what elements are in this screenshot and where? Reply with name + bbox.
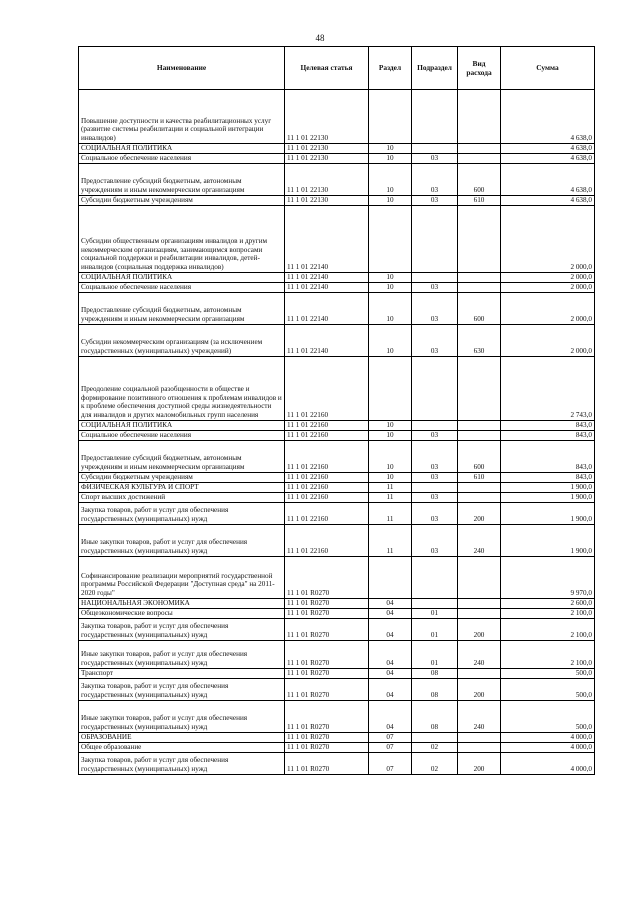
cell-target: 11 1 01 22160 xyxy=(285,483,369,493)
cell-expense-type: 600 xyxy=(458,164,501,196)
cell-sum: 2 000,0 xyxy=(501,206,595,273)
table-row xyxy=(79,493,595,503)
table-row xyxy=(79,599,595,609)
cell-target: 11 1 01 22140 xyxy=(285,325,369,357)
table-row xyxy=(79,325,595,357)
table-row xyxy=(79,206,595,273)
cell-subsection xyxy=(412,599,458,609)
cell-name: Иные закупки товаров, работ и услуг для обеспечения государственных (муниципальных) нужд xyxy=(79,641,285,669)
page-number: 48 xyxy=(315,33,325,43)
cell-target: 11 1 01 22130 xyxy=(285,144,369,154)
cell-name: Транспорт xyxy=(79,669,285,679)
cell-subsection xyxy=(412,483,458,493)
cell-section: 10 xyxy=(369,144,412,154)
cell-expense-type: 240 xyxy=(458,641,501,669)
cell-section: 10 xyxy=(369,325,412,357)
cell-sum: 4 000,0 xyxy=(501,743,595,753)
cell-section: 11 xyxy=(369,483,412,493)
cell-expense-type xyxy=(458,733,501,743)
cell-sum: 4 638,0 xyxy=(501,90,595,144)
table-row xyxy=(79,357,595,421)
cell-subsection: 02 xyxy=(412,753,458,775)
cell-expense-type xyxy=(458,421,501,431)
cell-expense-type: 200 xyxy=(458,619,501,641)
cell-target: 11 1 01 22160 xyxy=(285,473,369,483)
cell-target: 11 1 01 R0270 xyxy=(285,679,369,701)
header-expense-type: Вид расхода xyxy=(458,47,501,90)
cell-target: 11 1 01 22160 xyxy=(285,493,369,503)
cell-sum: 4 000,0 xyxy=(501,753,595,775)
cell-target: 11 1 01 R0270 xyxy=(285,609,369,619)
cell-name: Предоставление субсидий бюджетным, автономным учреждениям и иным некоммерческим организациям xyxy=(79,441,285,473)
cell-section: 11 xyxy=(369,503,412,525)
cell-sum: 2 600,0 xyxy=(501,599,595,609)
cell-expense-type xyxy=(458,90,501,144)
cell-name: Общеэкономические вопросы xyxy=(79,609,285,619)
cell-sum: 500,0 xyxy=(501,679,595,701)
table-row xyxy=(79,743,595,753)
cell-target: 11 1 01 22160 xyxy=(285,503,369,525)
cell-target: 11 1 01 22140 xyxy=(285,273,369,283)
cell-section: 10 xyxy=(369,441,412,473)
table-row xyxy=(79,421,595,431)
cell-subsection: 03 xyxy=(412,196,458,206)
cell-sum: 1 900,0 xyxy=(501,525,595,557)
cell-subsection: 03 xyxy=(412,503,458,525)
cell-target: 11 1 01 R0270 xyxy=(285,557,369,599)
cell-section xyxy=(369,557,412,599)
table-row xyxy=(79,483,595,493)
cell-expense-type xyxy=(458,609,501,619)
cell-expense-type xyxy=(458,357,501,421)
table-row xyxy=(79,154,595,164)
table-row xyxy=(79,90,595,144)
table-row xyxy=(79,733,595,743)
cell-name: ФИЗИЧЕСКАЯ КУЛЬТУРА И СПОРТ xyxy=(79,483,285,493)
cell-expense-type xyxy=(458,599,501,609)
cell-sum: 843,0 xyxy=(501,473,595,483)
cell-section: 04 xyxy=(369,669,412,679)
header-target: Целевая статья xyxy=(285,47,369,90)
cell-expense-type: 240 xyxy=(458,525,501,557)
cell-section: 10 xyxy=(369,431,412,441)
cell-section: 10 xyxy=(369,421,412,431)
cell-section: 04 xyxy=(369,619,412,641)
cell-section: 04 xyxy=(369,609,412,619)
cell-sum: 2 100,0 xyxy=(501,641,595,669)
cell-name: Иные закупки товаров, работ и услуг для обеспечения государственных (муниципальных) нужд xyxy=(79,701,285,733)
cell-expense-type xyxy=(458,483,501,493)
table-row xyxy=(79,503,595,525)
cell-sum: 1 900,0 xyxy=(501,503,595,525)
header-name: Наименование xyxy=(79,47,285,90)
cell-subsection: 03 xyxy=(412,154,458,164)
cell-sum: 4 638,0 xyxy=(501,164,595,196)
cell-target: 11 1 01 22130 xyxy=(285,154,369,164)
cell-subsection: 01 xyxy=(412,619,458,641)
cell-subsection: 03 xyxy=(412,525,458,557)
cell-target: 11 1 01 22160 xyxy=(285,421,369,431)
cell-name: Социальное обеспечение населения xyxy=(79,283,285,293)
table-row xyxy=(79,669,595,679)
cell-name: Закупка товаров, работ и услуг для обеспечения государственных (муниципальных) нужд xyxy=(79,753,285,775)
cell-name: Повышение доступности и качества реабилитационных услуг (развитие системы реабилитации и социальной интеграции инвалидов) xyxy=(79,90,285,144)
cell-name: Закупка товаров, работ и услуг для обеспечения государственных (муниципальных) нужд xyxy=(79,503,285,525)
cell-expense-type: 200 xyxy=(458,753,501,775)
cell-expense-type xyxy=(458,743,501,753)
cell-subsection: 08 xyxy=(412,679,458,701)
table-row xyxy=(79,164,595,196)
cell-name: Предоставление субсидий бюджетным, автономным учреждениям и иным некоммерческим организациям xyxy=(79,293,285,325)
cell-target: 11 1 01 22160 xyxy=(285,357,369,421)
cell-sum: 2 000,0 xyxy=(501,325,595,357)
cell-section: 07 xyxy=(369,733,412,743)
cell-section xyxy=(369,357,412,421)
cell-subsection: 08 xyxy=(412,701,458,733)
table-row xyxy=(79,273,595,283)
cell-sum: 2 100,0 xyxy=(501,619,595,641)
cell-expense-type xyxy=(458,206,501,273)
cell-sum: 1 900,0 xyxy=(501,493,595,503)
cell-name: Софинансирование реализации мероприятий государственной программы Российской Федерации "Доступная среда" на 2011-2020 годы" xyxy=(79,557,285,599)
cell-expense-type xyxy=(458,144,501,154)
cell-target: 11 1 01 22160 xyxy=(285,441,369,473)
cell-target: 11 1 01 22130 xyxy=(285,164,369,196)
cell-name: Предоставление субсидий бюджетным, автономным учреждениям и иным некоммерческим организациям xyxy=(79,164,285,196)
cell-expense-type xyxy=(458,431,501,441)
table-row xyxy=(79,431,595,441)
cell-target: 11 1 01 R0270 xyxy=(285,743,369,753)
cell-subsection xyxy=(412,421,458,431)
cell-name: СОЦИАЛЬНАЯ ПОЛИТИКА xyxy=(79,421,285,431)
cell-expense-type xyxy=(458,557,501,599)
cell-name: НАЦИОНАЛЬНАЯ ЭКОНОМИКА xyxy=(79,599,285,609)
cell-name: Закупка товаров, работ и услуг для обеспечения государственных (муниципальных) нужд xyxy=(79,679,285,701)
cell-sum: 843,0 xyxy=(501,441,595,473)
cell-name: Социальное обеспечение населения xyxy=(79,431,285,441)
cell-expense-type xyxy=(458,273,501,283)
cell-section: 11 xyxy=(369,525,412,557)
cell-target: 11 1 01 22140 xyxy=(285,293,369,325)
cell-target: 11 1 01 22140 xyxy=(285,283,369,293)
cell-name: Иные закупки товаров, работ и услуг для обеспечения государственных (муниципальных) нужд xyxy=(79,525,285,557)
cell-target: 11 1 01 R0270 xyxy=(285,599,369,609)
cell-section xyxy=(369,90,412,144)
header-section: Раздел xyxy=(369,47,412,90)
cell-section: 10 xyxy=(369,273,412,283)
cell-section: 10 xyxy=(369,196,412,206)
cell-target: 11 1 01 R0270 xyxy=(285,669,369,679)
cell-section: 04 xyxy=(369,641,412,669)
cell-subsection xyxy=(412,90,458,144)
cell-target: 11 1 01 22160 xyxy=(285,525,369,557)
cell-name: Субсидии некоммерческим организациям (за исключением государственных (муниципальных) учреждений) xyxy=(79,325,285,357)
cell-section: 10 xyxy=(369,154,412,164)
cell-expense-type: 240 xyxy=(458,701,501,733)
cell-sum: 500,0 xyxy=(501,669,595,679)
cell-subsection: 03 xyxy=(412,325,458,357)
cell-subsection: 08 xyxy=(412,669,458,679)
cell-target: 11 1 01 22140 xyxy=(285,206,369,273)
header-sum: Сумма xyxy=(501,47,595,90)
cell-section: 04 xyxy=(369,599,412,609)
cell-subsection xyxy=(412,733,458,743)
cell-section: 10 xyxy=(369,293,412,325)
cell-subsection: 02 xyxy=(412,743,458,753)
cell-target: 11 1 01 R0270 xyxy=(285,641,369,669)
table-row xyxy=(79,701,595,733)
cell-expense-type: 610 xyxy=(458,473,501,483)
cell-section xyxy=(369,206,412,273)
cell-subsection: 01 xyxy=(412,641,458,669)
cell-subsection: 03 xyxy=(412,293,458,325)
cell-subsection xyxy=(412,357,458,421)
cell-sum: 4 638,0 xyxy=(501,154,595,164)
cell-name: СОЦИАЛЬНАЯ ПОЛИТИКА xyxy=(79,144,285,154)
cell-sum: 2 000,0 xyxy=(501,273,595,283)
cell-section: 04 xyxy=(369,679,412,701)
cell-subsection: 03 xyxy=(412,164,458,196)
cell-name: Закупка товаров, работ и услуг для обеспечения государственных (муниципальных) нужд xyxy=(79,619,285,641)
cell-name: ОБРАЗОВАНИЕ xyxy=(79,733,285,743)
cell-expense-type: 200 xyxy=(458,679,501,701)
cell-section: 07 xyxy=(369,743,412,753)
cell-expense-type xyxy=(458,154,501,164)
table-row xyxy=(79,525,595,557)
cell-name: Общее образование xyxy=(79,743,285,753)
cell-section: 10 xyxy=(369,473,412,483)
cell-section: 10 xyxy=(369,164,412,196)
cell-name: Преодоление социальной разобщенности в обществе и формирование позитивного отношения к проблемам инвалидов и к проблеме обеспечения доступной среды жизнедеятельности для инвалидов и других маломобильных групп населения xyxy=(79,357,285,421)
table-row xyxy=(79,641,595,669)
cell-name: СОЦИАЛЬНАЯ ПОЛИТИКА xyxy=(79,273,285,283)
cell-sum: 4 000,0 xyxy=(501,733,595,743)
cell-subsection xyxy=(412,144,458,154)
cell-name: Субсидии общественным организациям инвалидов и другим некоммерческим организациям, занимающимся вопросами социальной поддержки и реабилитации инвалидов, детей-инвалидов (социальная поддержка инвалидов) xyxy=(79,206,285,273)
cell-subsection: 01 xyxy=(412,609,458,619)
cell-name: Субсидии бюджетным учреждениям xyxy=(79,473,285,483)
header-subsection: Подраздел xyxy=(412,47,458,90)
table-row xyxy=(79,441,595,473)
cell-expense-type xyxy=(458,493,501,503)
cell-subsection: 03 xyxy=(412,431,458,441)
cell-section: 07 xyxy=(369,753,412,775)
cell-subsection: 03 xyxy=(412,441,458,473)
cell-subsection: 03 xyxy=(412,283,458,293)
cell-name: Субсидии бюджетным учреждениям xyxy=(79,196,285,206)
table-row xyxy=(79,473,595,483)
cell-section: 04 xyxy=(369,701,412,733)
cell-sum: 2 000,0 xyxy=(501,293,595,325)
table-row xyxy=(79,609,595,619)
cell-target: 11 1 01 R0270 xyxy=(285,753,369,775)
cell-subsection: 03 xyxy=(412,473,458,483)
cell-sum: 843,0 xyxy=(501,421,595,431)
cell-subsection xyxy=(412,557,458,599)
cell-sum: 2 000,0 xyxy=(501,283,595,293)
cell-subsection: 03 xyxy=(412,493,458,503)
table-row xyxy=(79,144,595,154)
table-row xyxy=(79,753,595,775)
cell-expense-type: 610 xyxy=(458,196,501,206)
table-row xyxy=(79,619,595,641)
cell-sum: 9 970,0 xyxy=(501,557,595,599)
cell-sum: 2 743,0 xyxy=(501,357,595,421)
cell-subsection xyxy=(412,273,458,283)
table-row xyxy=(79,196,595,206)
cell-target: 11 1 01 22160 xyxy=(285,431,369,441)
table-row xyxy=(79,293,595,325)
table-row xyxy=(79,679,595,701)
cell-target: 11 1 01 R0270 xyxy=(285,701,369,733)
cell-target: 11 1 01 22130 xyxy=(285,90,369,144)
table-row xyxy=(79,283,595,293)
cell-sum: 2 100,0 xyxy=(501,609,595,619)
cell-sum: 843,0 xyxy=(501,431,595,441)
cell-sum: 1 900,0 xyxy=(501,483,595,493)
table-body xyxy=(79,90,595,775)
cell-expense-type xyxy=(458,669,501,679)
cell-expense-type: 630 xyxy=(458,325,501,357)
cell-expense-type: 600 xyxy=(458,293,501,325)
cell-target: 11 1 01 R0270 xyxy=(285,733,369,743)
cell-section: 10 xyxy=(369,283,412,293)
cell-expense-type xyxy=(458,283,501,293)
cell-section: 11 xyxy=(369,493,412,503)
cell-sum: 4 638,0 xyxy=(501,144,595,154)
table-header-row xyxy=(79,47,595,90)
cell-subsection xyxy=(412,206,458,273)
cell-name: Социальное обеспечение населения xyxy=(79,154,285,164)
table-row xyxy=(79,557,595,599)
cell-expense-type: 600 xyxy=(458,441,501,473)
cell-sum: 4 638,0 xyxy=(501,196,595,206)
cell-target: 11 1 01 22130 xyxy=(285,196,369,206)
cell-expense-type: 200 xyxy=(458,503,501,525)
cell-name: Спорт высших достижений xyxy=(79,493,285,503)
cell-target: 11 1 01 R0270 xyxy=(285,619,369,641)
cell-sum: 500,0 xyxy=(501,701,595,733)
budget-table xyxy=(78,46,595,775)
